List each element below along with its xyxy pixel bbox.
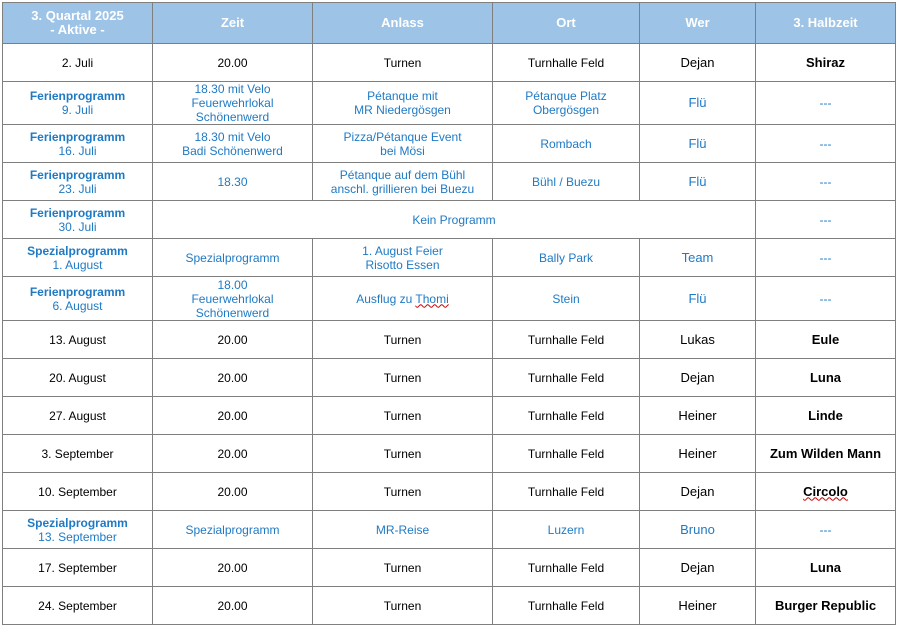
anlass-cell: Turnen [313, 44, 493, 82]
wer-cell: Flü [640, 125, 756, 163]
header-halbzeit: 3. Halbzeit [756, 3, 896, 44]
table-row [3, 321, 896, 359]
table-row [3, 201, 896, 239]
date-cell: 20. August [3, 359, 153, 397]
table-row [3, 239, 896, 277]
wer-cell: Flü [640, 82, 756, 125]
ort-cell: Rombach [493, 125, 640, 163]
anlass-cell: Ausflug zu Thomi [313, 277, 493, 321]
date-cell: 24. September [3, 587, 153, 625]
table-row [3, 549, 896, 587]
date-cell: 2. Juli [3, 44, 153, 82]
table-row [3, 511, 896, 549]
halbzeit-cell: --- [756, 201, 896, 239]
schedule-table [2, 2, 896, 625]
table-row [3, 44, 896, 82]
ort-cell: Turnhalle Feld [493, 321, 640, 359]
date-cell: 27. August [3, 397, 153, 435]
wer-cell: Dejan [640, 549, 756, 587]
wer-cell: Flü [640, 163, 756, 201]
date-cell: 3. September [3, 435, 153, 473]
zeit-cell: 18.30 [153, 163, 313, 201]
anlass-cell: Turnen [313, 321, 493, 359]
zeit-cell: 20.00 [153, 473, 313, 511]
ort-cell: Bühl / Buezu [493, 163, 640, 201]
date-cell: Ferienprogramm 23. Juli [3, 163, 153, 201]
ort-cell: Bally Park [493, 239, 640, 277]
anlass-cell: Pétanque mit MR Niedergösgen [313, 82, 493, 125]
zeit-cell: 20.00 [153, 321, 313, 359]
table-row [3, 359, 896, 397]
ort-cell: Pétanque Platz Obergösgen [493, 82, 640, 125]
halbzeit-cell: --- [756, 511, 896, 549]
anlass-cell: Turnen [313, 549, 493, 587]
anlass-cell: MR-Reise [313, 511, 493, 549]
table-row [3, 82, 896, 125]
wer-cell: Bruno [640, 511, 756, 549]
ort-cell: Turnhalle Feld [493, 397, 640, 435]
ort-cell: Turnhalle Feld [493, 549, 640, 587]
header-wer: Wer [640, 3, 756, 44]
anlass-cell: Pizza/Pétanque Event bei Mösi [313, 125, 493, 163]
ort-cell: Luzern [493, 511, 640, 549]
header-zeit: Zeit [153, 3, 313, 44]
header-row [3, 3, 896, 44]
wer-cell: Heiner [640, 435, 756, 473]
date-cell: Ferienprogramm 6. August [3, 277, 153, 321]
zeit-cell: 20.00 [153, 587, 313, 625]
halbzeit-cell: Shiraz [756, 44, 896, 82]
date-cell: 17. September [3, 549, 153, 587]
anlass-cell: Turnen [313, 359, 493, 397]
zeit-cell: 20.00 [153, 44, 313, 82]
wer-cell: Dejan [640, 473, 756, 511]
header-ort: Ort [493, 3, 640, 44]
date-cell: Spezialprogramm 1. August [3, 239, 153, 277]
wer-cell: Team [640, 239, 756, 277]
wer-cell: Dejan [640, 359, 756, 397]
wer-cell: Heiner [640, 587, 756, 625]
halbzeit-cell: Luna [756, 359, 896, 397]
anlass-cell: Turnen [313, 397, 493, 435]
halbzeit-cell: Zum Wilden Mann [756, 435, 896, 473]
halbzeit-cell: Luna [756, 549, 896, 587]
header-quarter: 3. Quartal 2025 - Aktive - [3, 3, 153, 44]
halbzeit-cell: --- [756, 125, 896, 163]
anlass-cell: Turnen [313, 435, 493, 473]
table-row [3, 397, 896, 435]
halbzeit-cell: --- [756, 82, 896, 125]
wer-cell: Lukas [640, 321, 756, 359]
merged-cell: Kein Programm [153, 201, 756, 239]
zeit-cell: Spezialprogramm [153, 511, 313, 549]
table-row [3, 435, 896, 473]
zeit-cell: 18.30 mit Velo Badi Schönenwerd [153, 125, 313, 163]
zeit-cell: 20.00 [153, 397, 313, 435]
ort-cell: Turnhalle Feld [493, 587, 640, 625]
ort-cell: Turnhalle Feld [493, 44, 640, 82]
halbzeit-cell: --- [756, 277, 896, 321]
date-cell: Ferienprogramm 16. Juli [3, 125, 153, 163]
halbzeit-cell: Circolo [756, 473, 896, 511]
table-row [3, 587, 896, 625]
zeit-cell: 20.00 [153, 359, 313, 397]
date-cell: 10. September [3, 473, 153, 511]
wer-cell: Heiner [640, 397, 756, 435]
date-cell: Ferienprogramm 30. Juli [3, 201, 153, 239]
date-cell: Spezialprogramm 13. September [3, 511, 153, 549]
ort-cell: Turnhalle Feld [493, 359, 640, 397]
halbzeit-cell: Eule [756, 321, 896, 359]
wer-cell: Flü [640, 277, 756, 321]
halbzeit-cell: Linde [756, 397, 896, 435]
date-cell: Ferienprogramm 9. Juli [3, 82, 153, 125]
anlass-cell: Pétanque auf dem Bühl anschl. grillieren bei Buezu [313, 163, 493, 201]
table-row [3, 473, 896, 511]
zeit-cell: 18.30 mit Velo Feuerwehrlokal Schönenwerd [153, 82, 313, 125]
zeit-cell: 18.00 Feuerwehrlokal Schönenwerd [153, 277, 313, 321]
ort-cell: Turnhalle Feld [493, 473, 640, 511]
date-cell: 13. August [3, 321, 153, 359]
zeit-cell: Spezialprogramm [153, 239, 313, 277]
ort-cell: Stein [493, 277, 640, 321]
header-anlass: Anlass [313, 3, 493, 44]
halbzeit-cell: Burger Republic [756, 587, 896, 625]
ort-cell: Turnhalle Feld [493, 435, 640, 473]
zeit-cell: 20.00 [153, 549, 313, 587]
halbzeit-cell: --- [756, 239, 896, 277]
halbzeit-cell: --- [756, 163, 896, 201]
anlass-cell: 1. August Feier Risotto Essen [313, 239, 493, 277]
anlass-cell: Turnen [313, 587, 493, 625]
zeit-cell: 20.00 [153, 435, 313, 473]
anlass-cell: Turnen [313, 473, 493, 511]
table-row [3, 163, 896, 201]
table-row [3, 277, 896, 321]
wer-cell: Dejan [640, 44, 756, 82]
table-row [3, 125, 896, 163]
